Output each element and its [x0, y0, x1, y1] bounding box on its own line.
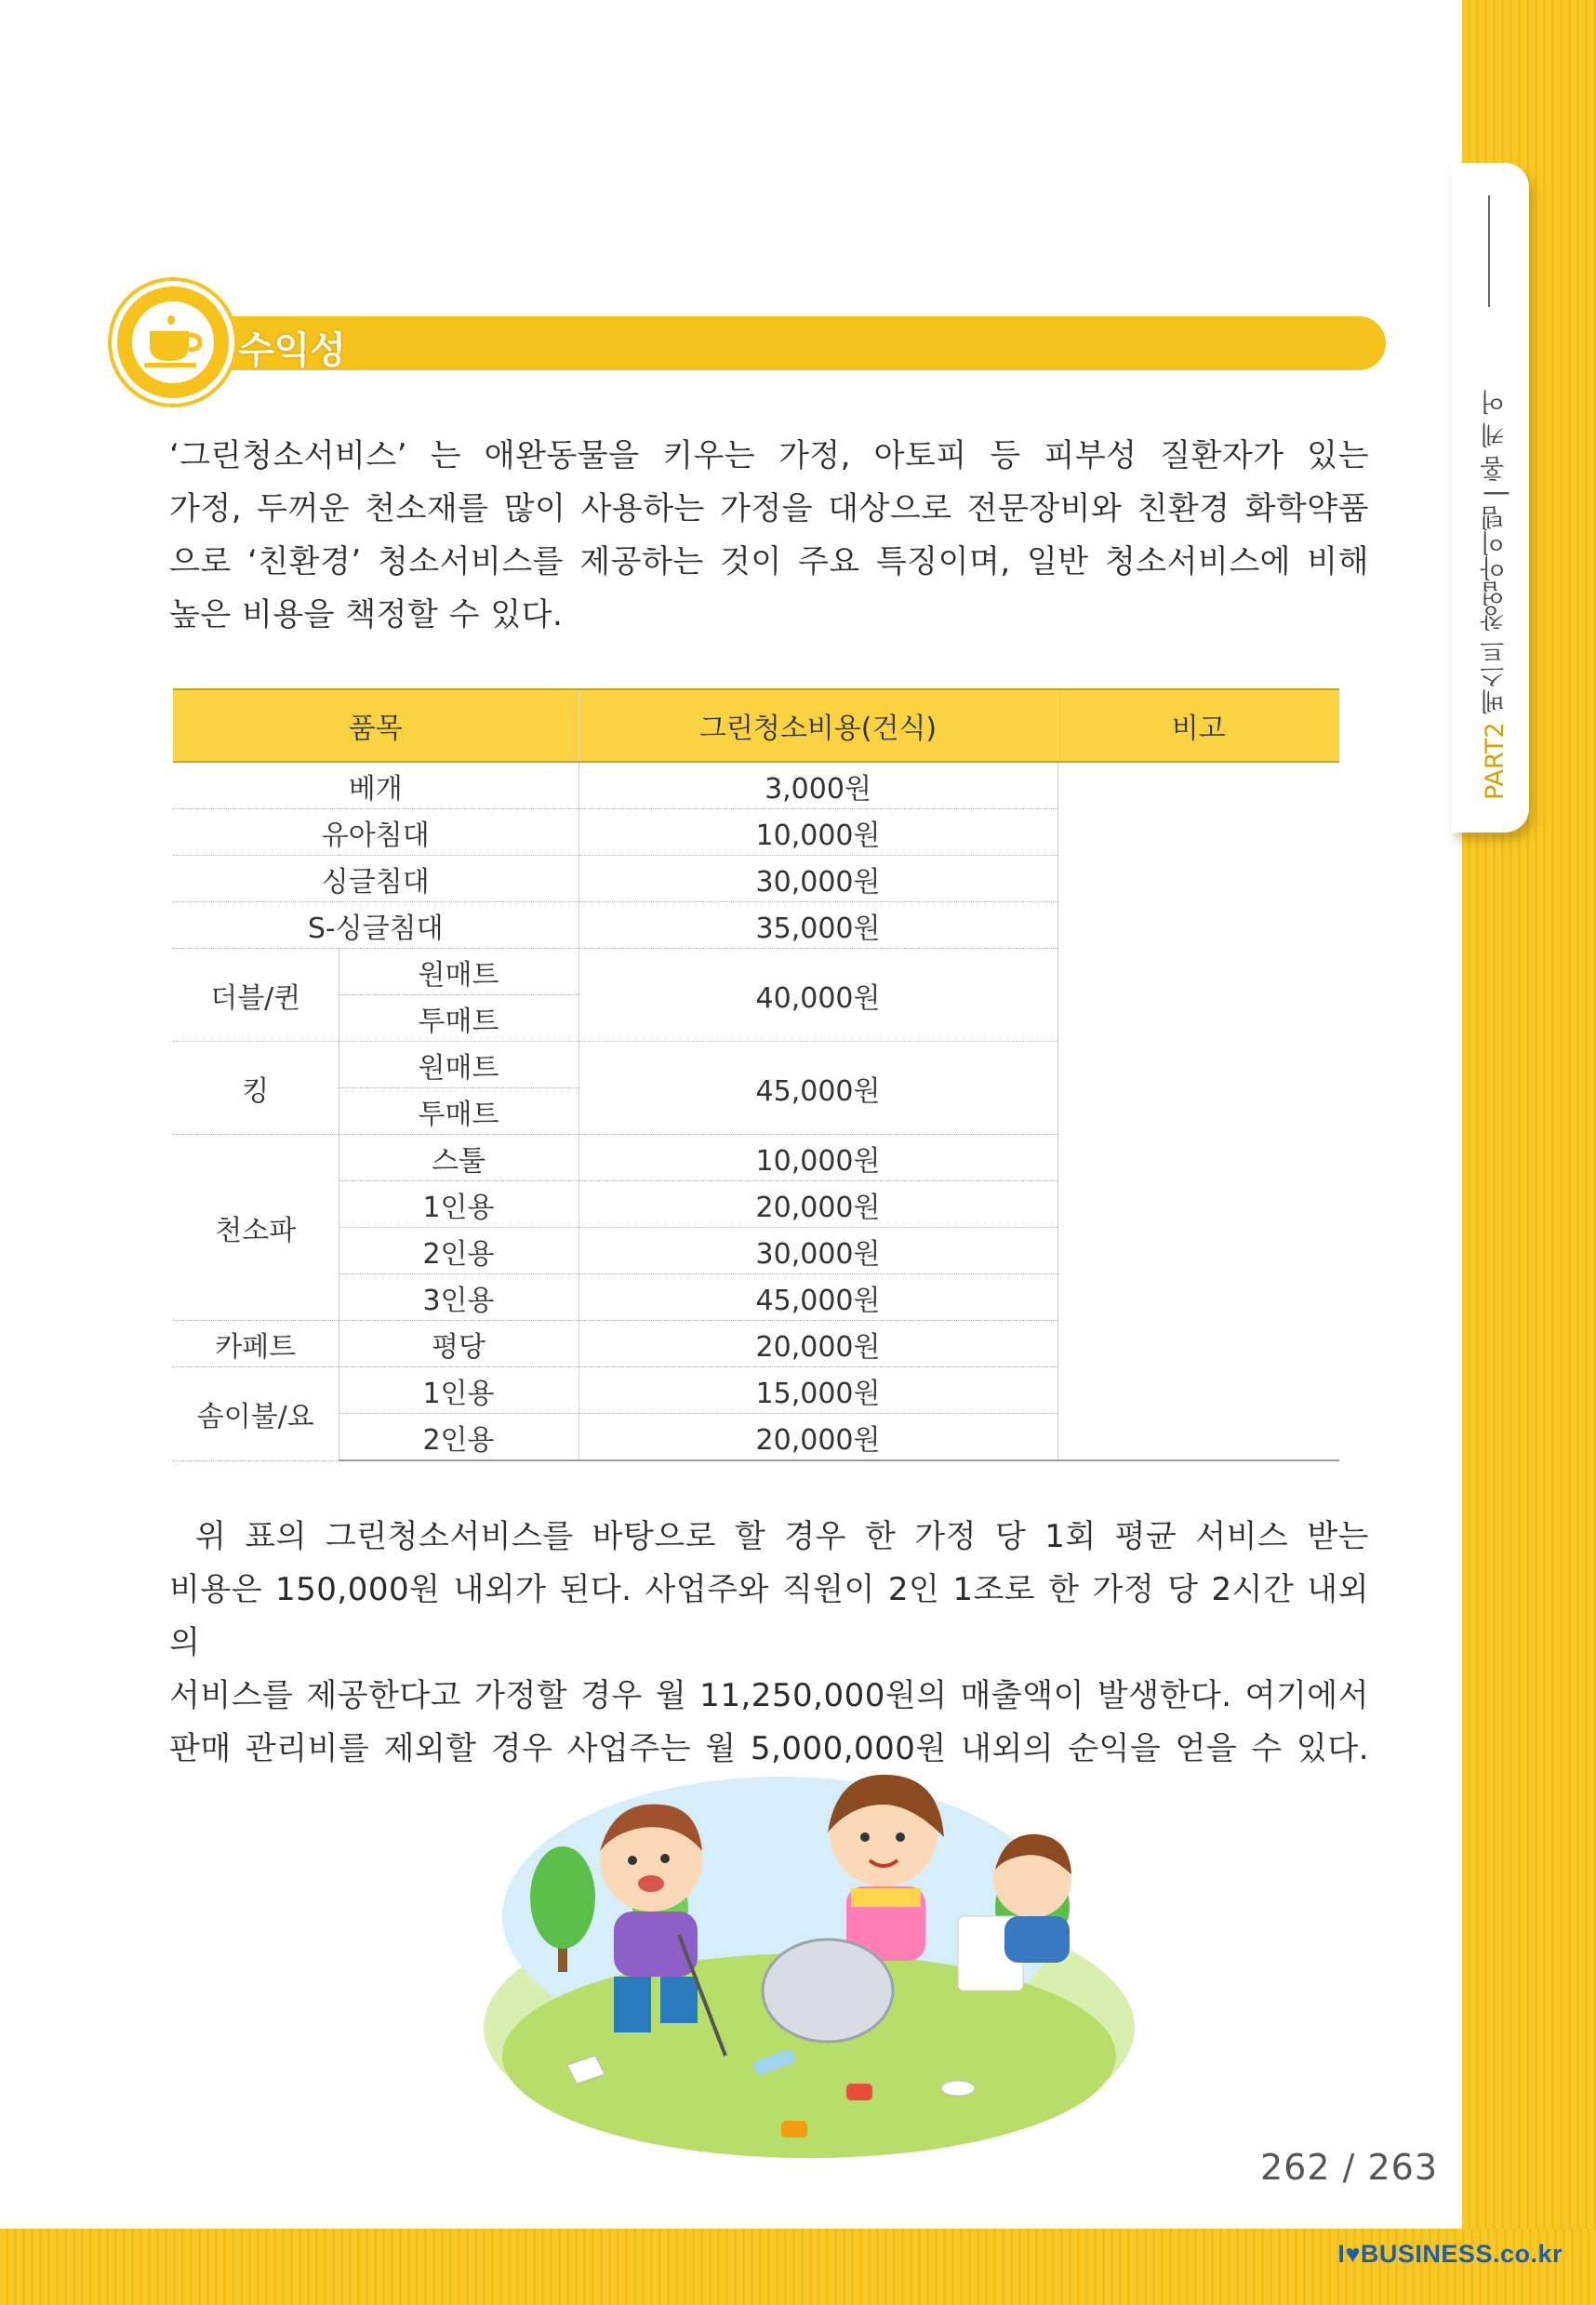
price-cell: 20,000원 — [579, 1181, 1057, 1228]
item-cell: 유아침대 — [173, 809, 579, 856]
intro-paragraph — [169, 430, 1369, 642]
summary-line: 서비스를 제공한다고 가정할 경우 월 11,250,000원의 매출액이 발생한다. 여기에서 — [169, 1677, 1369, 1714]
group-cell: 카페트 — [173, 1321, 339, 1367]
group-cell: 더블/퀸 — [173, 949, 339, 1042]
brand-logo — [1337, 2240, 1563, 2269]
summary-line: 위 표의 그린청소서비스를 바탕으로 할 경우 한 가정 당 1회 평균 서비스 받는 — [195, 1518, 1369, 1555]
price-cell: 30,000원 — [579, 1228, 1057, 1274]
summary-line: 판매 관리비를 제외할 경우 사업주는 월 5,000,000원 내외의 순익을 얻을 수 있다. — [169, 1730, 1369, 1767]
group-cell: 솜이불/요 — [173, 1367, 339, 1461]
header-note: 비고 — [1057, 689, 1339, 762]
price-cell: 30,000원 — [579, 856, 1057, 902]
price-cell: 45,000원 — [579, 1274, 1057, 1321]
sub-item-cell: 투매트 — [339, 1088, 579, 1135]
intro-line: 으로 ‘친환경’ 청소서비스를 제공하는 것이 주요 특징이며, 일반 청소서비스에 비해 — [169, 543, 1369, 580]
sub-item-cell: 2인용 — [339, 1414, 579, 1461]
group-cell: 천소파 — [173, 1135, 339, 1321]
sub-item-cell: 스툴 — [339, 1135, 579, 1181]
price-cell: 3,000원 — [579, 762, 1057, 809]
price-cell: 20,000원 — [579, 1414, 1057, 1461]
header-item: 품목 — [173, 689, 579, 762]
part-label: PART2 — [1481, 722, 1510, 800]
sub-item-cell: 투매트 — [339, 995, 579, 1042]
children-cleaning-park-illustration — [474, 1749, 1135, 2167]
price-cell: 15,000원 — [579, 1367, 1057, 1414]
side-divider — [1488, 195, 1490, 307]
table-header-row — [173, 689, 1339, 762]
intro-line: 가정, 두꺼운 천소재를 많이 사용하는 가정을 대상으로 전문장비와 친환경 화학약품 — [169, 490, 1369, 527]
price-cell: 10,000원 — [579, 809, 1057, 856]
sub-item-cell: 1인용 — [339, 1367, 579, 1414]
price-cell: 10,000원 — [579, 1135, 1057, 1181]
price-cell: 35,000원 — [579, 902, 1057, 949]
item-cell: 베개 — [173, 762, 579, 809]
price-cell: 20,000원 — [579, 1321, 1057, 1367]
summary-paragraph — [169, 1511, 1369, 1776]
price-cell: 40,000원 — [579, 949, 1057, 1042]
price-table — [173, 688, 1339, 1461]
note-cell — [1057, 762, 1339, 1460]
brand-prefix: I — [1337, 2240, 1346, 2268]
sub-item-cell: 2인용 — [339, 1228, 579, 1274]
heart-icon: ♥ — [1345, 2240, 1361, 2268]
side-tab-label — [1477, 335, 1514, 800]
coffee-cup-icon — [140, 314, 206, 370]
brand-name: BUSINESS.co.kr — [1360, 2240, 1563, 2268]
item-cell: S-싱글침대 — [173, 902, 579, 949]
sub-item-cell: 원매트 — [339, 949, 579, 995]
page-number: 262 / 263 — [1260, 2147, 1439, 2188]
intro-line: 높은 비용을 책정할 수 있다. — [169, 596, 564, 633]
item-cell: 싱글침대 — [173, 856, 579, 902]
summary-line: 비용은 150,000원 내외가 된다. 사업주와 직원이 2인 1조로 한 가정 당 2시간 내외의 — [169, 1571, 1369, 1661]
sub-item-cell: 3인용 — [339, 1274, 579, 1321]
group-cell: 킹 — [173, 1042, 339, 1135]
section-title: 수익성 — [238, 329, 346, 372]
chapter-label: 베스트 창업아이템 | 홈 케 어 — [1481, 389, 1510, 714]
section-header-bar — [177, 316, 1386, 370]
price-cell: 45,000원 — [579, 1042, 1057, 1135]
table-row — [173, 762, 1339, 809]
section-icon-badge — [112, 281, 234, 404]
sub-item-cell: 평당 — [339, 1321, 579, 1367]
header-price: 그린청소비용(건식) — [579, 689, 1057, 762]
sub-item-cell: 1인용 — [339, 1181, 579, 1228]
intro-line: ‘그린청소서비스’ 는 애완동물을 키우는 가정, 아토피 등 피부성 질환자가 있는 — [169, 437, 1369, 474]
sub-item-cell: 원매트 — [339, 1042, 579, 1088]
